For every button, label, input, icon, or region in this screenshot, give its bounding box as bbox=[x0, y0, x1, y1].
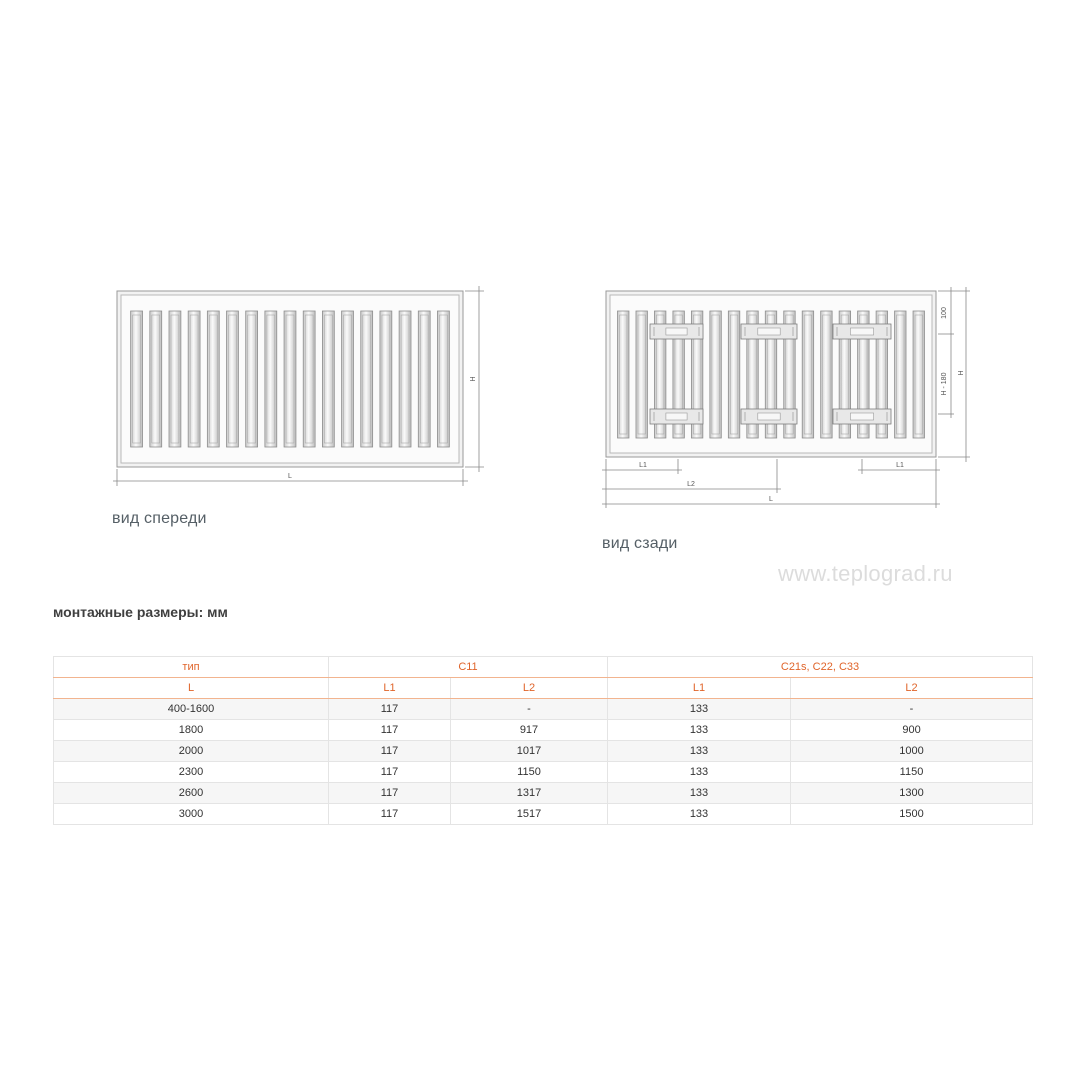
mounting-bracket bbox=[650, 324, 703, 339]
mounting-bracket bbox=[833, 409, 891, 424]
cell-l: 1800 bbox=[54, 720, 329, 741]
cell-c11-l1: 117 bbox=[329, 720, 451, 741]
mounting-bracket bbox=[833, 324, 891, 339]
radiator-fin bbox=[821, 311, 832, 438]
table-row bbox=[54, 699, 1033, 720]
cell-c11-l2: 917 bbox=[451, 720, 608, 741]
radiator-fin bbox=[895, 311, 906, 438]
cell-c2x-l2: 900 bbox=[791, 720, 1033, 741]
back-dim-l1-right: L1 bbox=[896, 462, 904, 469]
front-view-caption: вид спереди bbox=[112, 510, 207, 527]
cell-c11-l2: 1150 bbox=[451, 762, 608, 783]
front-dim-h: H bbox=[470, 376, 477, 382]
cell-c11-l2: - bbox=[451, 699, 608, 720]
radiator-fin bbox=[207, 311, 219, 447]
back-dim-100: 100 bbox=[941, 307, 948, 319]
back-dim-l1-left: L1 bbox=[639, 462, 647, 469]
radiator-fin bbox=[342, 311, 354, 447]
back-view-caption: вид сзади bbox=[602, 535, 678, 552]
cell-l: 2000 bbox=[54, 741, 329, 762]
table-header-row bbox=[54, 657, 1033, 678]
cell-c11-l1: 117 bbox=[329, 699, 451, 720]
cell-c11-l2: 1517 bbox=[451, 804, 608, 825]
back-dim-l: L bbox=[769, 496, 773, 503]
table-row bbox=[54, 783, 1033, 804]
front-dim-l: L bbox=[288, 473, 292, 480]
cell-c2x-l2: 1150 bbox=[791, 762, 1033, 783]
subheader-c2x-l1: L1 bbox=[608, 678, 791, 699]
header-type: тип bbox=[54, 657, 329, 678]
subheader-c11-l1: L1 bbox=[329, 678, 451, 699]
header-group-c21-c22-c33: C21s, C22, C33 bbox=[608, 657, 1033, 678]
radiator-fin bbox=[169, 311, 181, 447]
cell-c2x-l1: 133 bbox=[608, 762, 791, 783]
radiator-fin bbox=[636, 311, 647, 438]
mounting-bracket bbox=[741, 324, 797, 339]
cell-l: 400-1600 bbox=[54, 699, 329, 720]
radiator-fin bbox=[399, 311, 411, 447]
radiator-fin bbox=[802, 311, 813, 438]
radiator-fin bbox=[728, 311, 739, 438]
back-view-diagram bbox=[545, 0, 1089, 520]
section-title: монтажные размеры: мм bbox=[53, 604, 228, 620]
front-view-diagram bbox=[0, 0, 545, 500]
table-subheader-row bbox=[54, 678, 1033, 699]
radiator-fin bbox=[150, 311, 162, 447]
radiator-fin bbox=[246, 311, 258, 447]
cell-l: 2300 bbox=[54, 762, 329, 783]
radiator-fin bbox=[710, 311, 721, 438]
mounting-bracket bbox=[650, 409, 703, 424]
radiator-fin bbox=[322, 311, 334, 447]
cell-c11-l1: 117 bbox=[329, 804, 451, 825]
radiator-fin bbox=[131, 311, 143, 447]
cell-c11-l2: 1317 bbox=[451, 783, 608, 804]
cell-c2x-l1: 133 bbox=[608, 741, 791, 762]
radiator-fin bbox=[361, 311, 373, 447]
cell-c2x-l2: 1500 bbox=[791, 804, 1033, 825]
cell-l: 2600 bbox=[54, 783, 329, 804]
subheader-l: L bbox=[54, 678, 329, 699]
cell-c2x-l1: 133 bbox=[608, 699, 791, 720]
table-row bbox=[54, 741, 1033, 762]
back-dim-h180: H - 180 bbox=[941, 372, 948, 396]
table-row bbox=[54, 762, 1033, 783]
back-dim-l2: L2 bbox=[687, 481, 695, 488]
radiator-fin bbox=[265, 311, 277, 447]
cell-c2x-l1: 133 bbox=[608, 720, 791, 741]
front-fins bbox=[131, 311, 450, 447]
header-group-c11: C11 bbox=[329, 657, 608, 678]
subheader-c2x-l2: L2 bbox=[791, 678, 1033, 699]
radiator-fin bbox=[913, 311, 924, 438]
subheader-c11-l2: L2 bbox=[451, 678, 608, 699]
radiator-fin bbox=[380, 311, 392, 447]
cell-l: 3000 bbox=[54, 804, 329, 825]
watermark: www.teplograd.ru bbox=[778, 561, 953, 586]
mounting-bracket bbox=[741, 409, 797, 424]
cell-c11-l2: 1017 bbox=[451, 741, 608, 762]
back-dim-h: H bbox=[958, 370, 965, 376]
cell-c11-l1: 117 bbox=[329, 783, 451, 804]
radiator-fin bbox=[437, 311, 449, 447]
cell-c2x-l2: - bbox=[791, 699, 1033, 720]
cell-c2x-l1: 133 bbox=[608, 783, 791, 804]
cell-c2x-l2: 1000 bbox=[791, 741, 1033, 762]
cell-c11-l1: 117 bbox=[329, 741, 451, 762]
table-row bbox=[54, 804, 1033, 825]
radiator-fin bbox=[284, 311, 296, 447]
radiator-fin bbox=[227, 311, 239, 447]
dimensions-table bbox=[53, 656, 1033, 825]
table-row bbox=[54, 720, 1033, 741]
radiator-fin bbox=[418, 311, 430, 447]
radiator-fin bbox=[618, 311, 629, 438]
cell-c11-l1: 117 bbox=[329, 762, 451, 783]
radiator-fin bbox=[303, 311, 315, 447]
cell-c2x-l1: 133 bbox=[608, 804, 791, 825]
radiator-fin bbox=[188, 311, 200, 447]
cell-c2x-l2: 1300 bbox=[791, 783, 1033, 804]
